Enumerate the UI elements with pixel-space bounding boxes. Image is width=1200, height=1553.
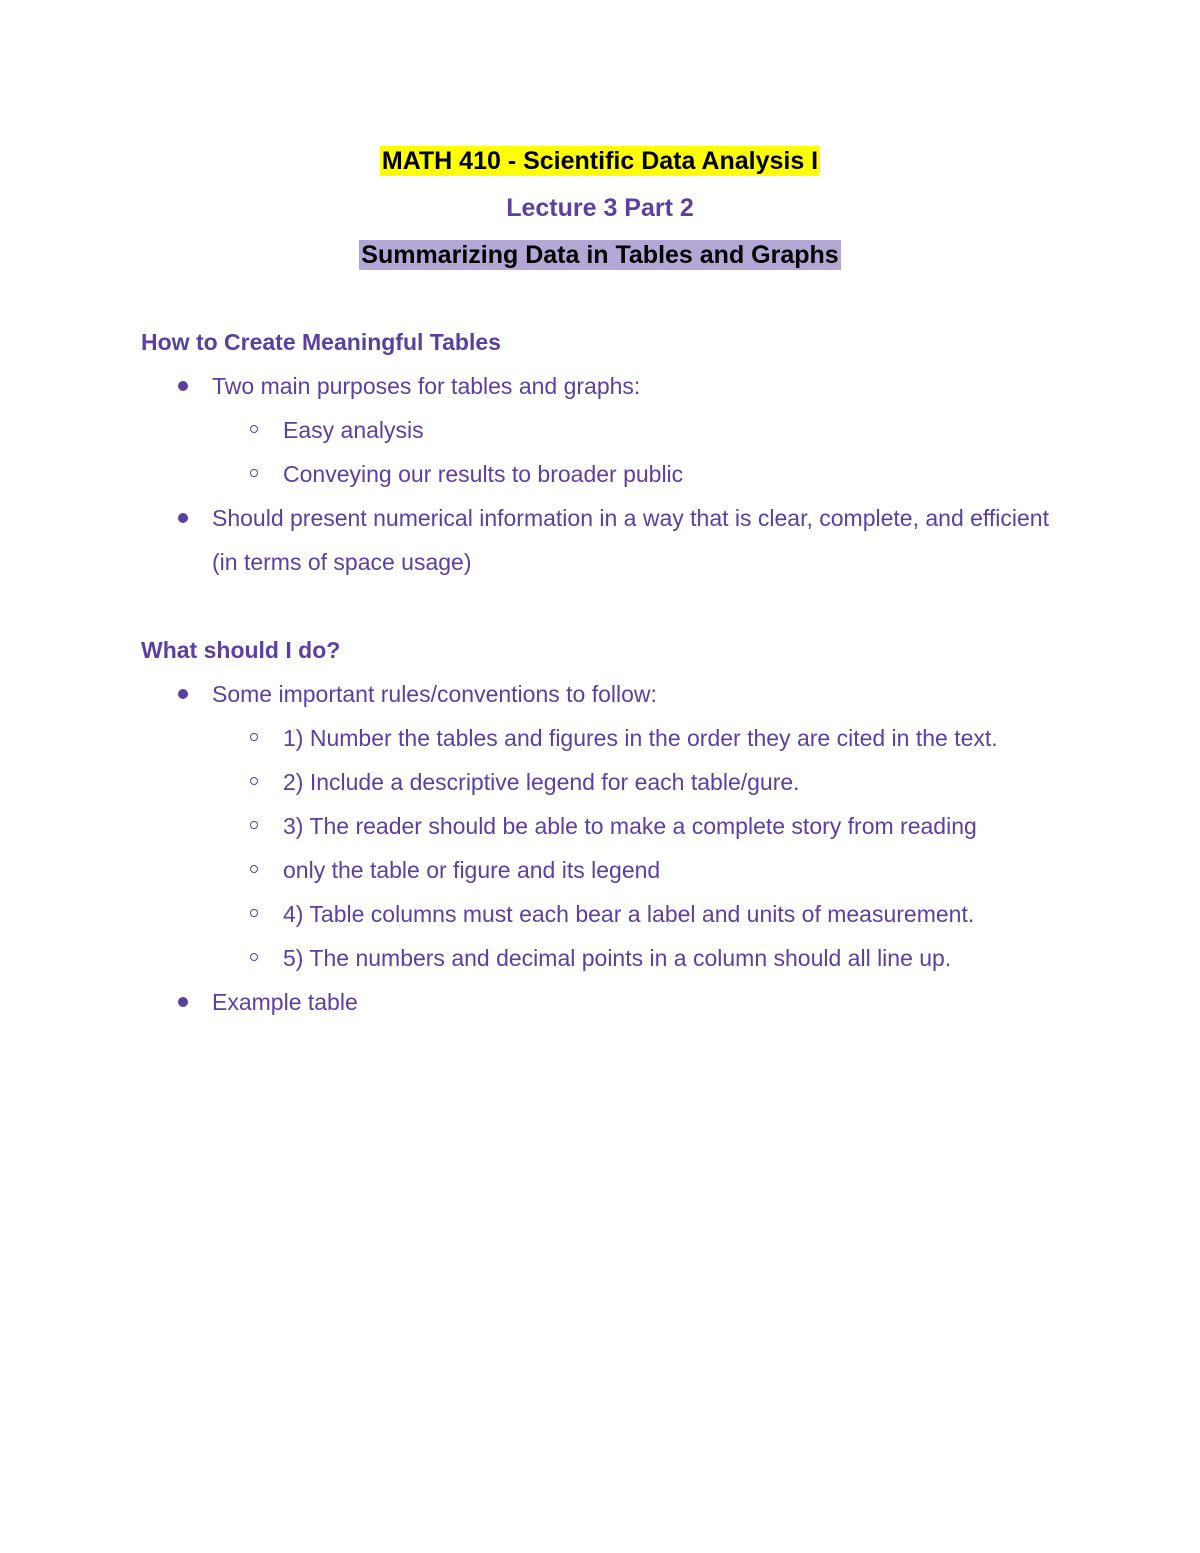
sub-list-item-text: 1) Number the tables and figures in the order they are cited in the text.	[283, 725, 998, 751]
course-title: MATH 410 - Scientific Data Analysis I	[381, 147, 819, 175]
bullet-circle-icon	[250, 821, 258, 829]
sub-list-item	[212, 848, 1071, 892]
title-block	[0, 138, 1200, 279]
sub-list-item-text: only the table or figure and its legend	[283, 857, 661, 883]
sub-list-item-text: Easy analysis	[283, 417, 424, 443]
section-spacer	[141, 584, 1071, 628]
list-item	[141, 672, 1071, 980]
sub-list-item	[212, 804, 1071, 848]
list-item	[141, 364, 1071, 496]
sub-list-item	[212, 716, 1071, 760]
bullet-dot-icon	[178, 513, 188, 523]
bullet-circle-icon	[250, 777, 258, 785]
list-item-text: Some important rules/conventions to follow:	[212, 681, 657, 707]
bullet-circle-icon	[250, 953, 258, 961]
bullet-dot-icon	[178, 997, 188, 1007]
lecture-line	[0, 185, 1200, 232]
bullet-dot-icon	[178, 381, 188, 391]
list-item-text: Example table	[212, 989, 358, 1015]
section-heading-tables: How to Create Meaningful Tables	[141, 329, 501, 355]
bullet-circle-icon	[250, 865, 258, 873]
sub-list-item	[212, 452, 1071, 496]
sub-list	[212, 408, 1071, 496]
list-item-text: Should present numerical information in a way that is clear, complete, and efficient (in terms of space usage)	[212, 505, 1049, 575]
list-item	[141, 980, 1071, 1024]
bullet-circle-icon	[250, 909, 258, 917]
list-item	[141, 496, 1071, 584]
bullet-circle-icon	[250, 469, 258, 477]
sub-list-item-text: 4) Table columns must each bear a label and units of measurement.	[283, 901, 975, 927]
section-heading-what-to-do: What should I do?	[141, 637, 341, 663]
sub-list-item	[212, 760, 1071, 804]
course-title-line	[0, 138, 1200, 185]
section1-list	[141, 364, 1071, 584]
topic-line	[0, 232, 1200, 279]
sub-list-item-text: 5) The numbers and decimal points in a column should all line up.	[283, 945, 952, 971]
bullet-circle-icon	[250, 733, 258, 741]
sub-list-item	[212, 408, 1071, 452]
list-item-text: Two main purposes for tables and graphs:	[212, 373, 641, 399]
sub-list	[212, 716, 1071, 980]
bullet-dot-icon	[178, 689, 188, 699]
document-body	[141, 320, 1071, 1024]
sub-list-item-text: 2) Include a descriptive legend for each table/gure.	[283, 769, 800, 795]
topic-title: Summarizing Data in Tables and Graphs	[361, 241, 839, 269]
lecture-title: Lecture 3 Part 2	[506, 194, 694, 222]
sub-list-item-text: 3) The reader should be able to make a complete story from reading	[283, 813, 977, 839]
bullet-circle-icon	[250, 425, 258, 433]
sub-list-item	[212, 892, 1071, 936]
section2-list	[141, 672, 1071, 1024]
sub-list-item	[212, 936, 1071, 980]
sub-list-item-text: Conveying our results to broader public	[283, 461, 684, 487]
